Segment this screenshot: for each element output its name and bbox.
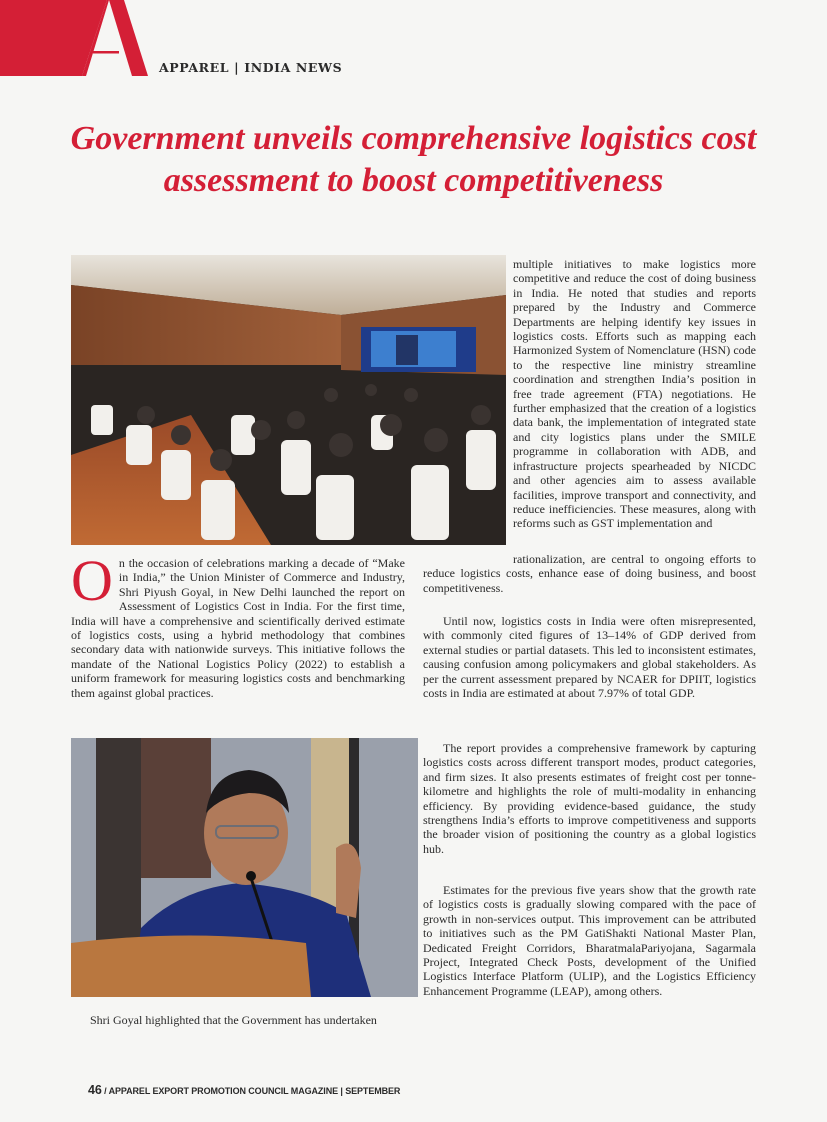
section-label: APPAREL | INDIA NEWS — [159, 60, 343, 75]
article-title: Government unveils comprehensive logistics cost assessment to boost competitiveness — [70, 120, 757, 199]
article-continuation-lead: Shri Goyal highlighted that the Government has undertaken — [90, 1013, 377, 1027]
page-number: 46 — [88, 1083, 102, 1097]
page-footer — [88, 1083, 400, 1097]
minister-speaking-photo — [71, 738, 418, 997]
conference-hall-photo — [71, 255, 506, 545]
magazine-logo — [0, 0, 150, 76]
article-paragraph-3: The report provides a comprehensive framework by capturing logistics costs across different transport modes, product categories, and firm sizes. It also presents estimates of freight cost per tonne-kilometre and highlights the role of multi-modality in enhancing efficiency. By providing evidence-based guidance, the study strengthens India’s efforts to improve competitiveness and supports the broader vision of positioning the country as a global logistics hub. — [423, 741, 756, 856]
publication-name: / APPAREL EXPORT PROMOTION COUNCIL MAGAZINE | SEPTEMBER — [104, 1086, 401, 1096]
article-body-column-right: multiple initiatives to make logistics more competitive and reduce the cost of doing business in India. He noted that studies and reports prepared by the Industry and Commerce Departments are helping identify key issues in logistics costs. Efforts such as mapping each Harmonized System of Nomenclature (HSN) code to the respective line ministry streamline coordination and strengthen India’s position in free trade agreement (FTA) negotiations. He further emphasized that the creation of a logistics data bank, the implementation of integrated state and city logistics plans under the SMILE programme in collaboration with ADB, and infrastructure projects spearheaded by NICDC and other agencies aim to assess available facilities, improve transport and connectivity, and reduce inefficiencies. These measures, along with reforms such as GST implementation and — [513, 257, 756, 531]
article-body-wrap: rationalization, are central to ongoing efforts to reduce logistics costs, enhance ease of doing business, and boost competitiveness. — [423, 552, 756, 595]
article-paragraph-4: Estimates for the previous five years show that the growth rate of logistics costs is gradually slowing compared with the pace of growth in non-services output. This improvement can be attributed to initiatives such as the PM GatiShakti National Master Plan, Dedicated Freight Corridors, BharatmalaPariyojana, Sagarmala Project, Integrated Check Posts, development of the Unified Logistics Interface Platform (ULIP), and the Logistics Efficiency Enhancement Programme (LEAP), among others. — [423, 883, 756, 998]
article-paragraph-2: Until now, logistics costs in India were often misrepresented, with commonly cited figures of 13–14% of GDP derived from external studies or partial datasets. This led to inconsistent estimates, causing confusion among policymakers and global stakeholders. As per the current assessment prepared by NCAER for DPIIT, logistics costs in India are estimated at about 7.97% of total GDP. — [423, 614, 756, 701]
article-intro — [71, 548, 405, 700]
drop-cap: O — [71, 548, 113, 613]
intro-text: n the occasion of celebrations marking a decade of “Make in India,” the Union Minister of Commerce and Industry, Shri Piyush Goyal, in New Delhi launched the report on Assessment of Logistics Cost in India. For the first time, India will have a comprehensive and scientifically derived estimate of logistics costs, using a hybrid methodology that combines secondary data with nationwide surveys. This initiative follows the mandate of the National Logistics Policy (2022) to establish a uniform framework for measuring logistics costs and benchmarking them against global practices. — [71, 556, 405, 700]
